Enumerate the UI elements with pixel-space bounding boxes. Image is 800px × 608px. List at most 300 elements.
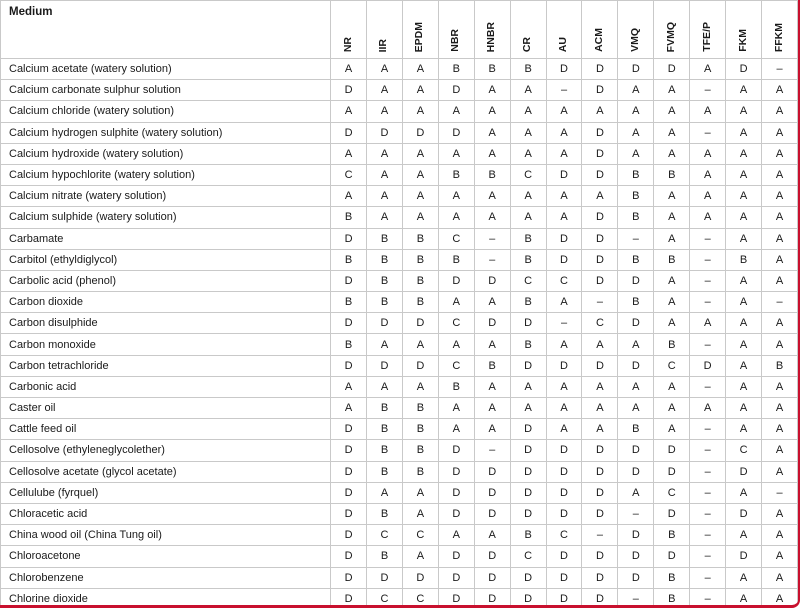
rating-cell: – — [690, 419, 726, 440]
rating-cell: D — [438, 567, 474, 588]
rating-cell: – — [690, 292, 726, 313]
rating-cell: A — [510, 186, 546, 207]
rating-cell: A — [474, 101, 510, 122]
rating-cell: B — [762, 355, 798, 376]
rating-cell: A — [367, 334, 403, 355]
rating-cell: A — [762, 101, 798, 122]
rating-cell: A — [654, 101, 690, 122]
rating-cell: A — [546, 143, 582, 164]
rating-cell: D — [510, 567, 546, 588]
medium-cell: Caster oil — [1, 398, 331, 419]
rating-cell: B — [618, 207, 654, 228]
rating-cell: A — [546, 122, 582, 143]
rating-cell: B — [402, 249, 438, 270]
rating-cell: B — [654, 588, 690, 608]
material-column-label: NR — [341, 36, 354, 52]
material-column-label: TFE/P — [700, 22, 713, 52]
rating-cell: A — [402, 376, 438, 397]
rating-cell: A — [402, 482, 438, 503]
rating-cell: A — [546, 292, 582, 313]
rating-cell: A — [762, 398, 798, 419]
rating-cell: D — [367, 313, 403, 334]
rating-cell: D — [582, 461, 618, 482]
rating-cell: A — [654, 122, 690, 143]
rating-cell: A — [762, 80, 798, 101]
table-row — [1, 186, 798, 207]
rating-cell: D — [438, 80, 474, 101]
rating-cell: B — [654, 334, 690, 355]
rating-cell: A — [726, 482, 762, 503]
rating-cell: A — [438, 292, 474, 313]
rating-cell: D — [510, 588, 546, 608]
medium-cell: Carbon tetrachloride — [1, 355, 331, 376]
rating-cell: A — [762, 334, 798, 355]
rating-cell: A — [762, 249, 798, 270]
rating-cell: A — [618, 398, 654, 419]
rating-cell: – — [690, 567, 726, 588]
rating-cell: D — [654, 546, 690, 567]
rating-cell: D — [438, 270, 474, 291]
rating-cell: A — [438, 398, 474, 419]
rating-cell: A — [762, 440, 798, 461]
rating-cell: A — [690, 207, 726, 228]
rating-cell: A — [654, 228, 690, 249]
rating-cell: B — [438, 164, 474, 185]
rating-cell: B — [331, 249, 367, 270]
rating-cell: A — [762, 122, 798, 143]
rating-cell: – — [618, 588, 654, 608]
rating-cell: D — [546, 355, 582, 376]
rating-cell: – — [690, 525, 726, 546]
medium-cell: Calcium acetate (watery solution) — [1, 59, 331, 80]
rating-cell: A — [762, 270, 798, 291]
rating-cell: A — [690, 313, 726, 334]
rating-cell: A — [402, 186, 438, 207]
rating-cell: D — [474, 546, 510, 567]
rating-cell: D — [331, 122, 367, 143]
rating-cell: A — [367, 186, 403, 207]
rating-cell: D — [546, 546, 582, 567]
header-row — [1, 1, 798, 59]
rating-cell: – — [762, 292, 798, 313]
rating-cell: A — [438, 525, 474, 546]
rating-cell: – — [690, 482, 726, 503]
table-row — [1, 143, 798, 164]
table-row — [1, 546, 798, 567]
rating-cell: A — [438, 419, 474, 440]
rating-cell: A — [582, 376, 618, 397]
rating-cell: A — [367, 101, 403, 122]
material-column-header — [762, 1, 798, 59]
rating-cell: – — [618, 503, 654, 524]
rating-cell: D — [510, 313, 546, 334]
rating-cell: A — [474, 292, 510, 313]
medium-cell: Chloracetic acid — [1, 503, 331, 524]
rating-cell: B — [618, 186, 654, 207]
rating-cell: B — [331, 334, 367, 355]
table-row — [1, 228, 798, 249]
medium-cell: Cellosolve (ethyleneglycolether) — [1, 440, 331, 461]
rating-cell: – — [546, 313, 582, 334]
rating-cell: D — [474, 270, 510, 291]
rating-cell: A — [510, 143, 546, 164]
material-column-label: CR — [521, 36, 534, 52]
rating-cell: A — [762, 164, 798, 185]
rating-cell: A — [438, 207, 474, 228]
rating-cell: D — [331, 80, 367, 101]
material-column-label: NBR — [449, 29, 462, 52]
rating-cell: A — [510, 80, 546, 101]
rating-cell: D — [546, 503, 582, 524]
rating-cell: D — [474, 461, 510, 482]
rating-cell: A — [690, 164, 726, 185]
rating-cell: B — [367, 270, 403, 291]
rating-cell: A — [582, 398, 618, 419]
rating-cell: C — [402, 525, 438, 546]
rating-cell: A — [331, 59, 367, 80]
table-row — [1, 525, 798, 546]
rating-cell: – — [690, 270, 726, 291]
rating-cell: D — [438, 461, 474, 482]
rating-cell: B — [402, 398, 438, 419]
medium-cell: Chlorobenzene — [1, 567, 331, 588]
rating-cell: D — [582, 228, 618, 249]
rating-cell: A — [402, 503, 438, 524]
rating-cell: B — [510, 249, 546, 270]
table-row — [1, 292, 798, 313]
medium-cell: Cellosolve acetate (glycol acetate) — [1, 461, 331, 482]
rating-cell: D — [474, 567, 510, 588]
rating-cell: D — [726, 59, 762, 80]
rating-cell: D — [438, 440, 474, 461]
rating-cell: D — [618, 59, 654, 80]
rating-cell: B — [474, 59, 510, 80]
rating-cell: A — [367, 59, 403, 80]
rating-cell: – — [762, 482, 798, 503]
rating-cell: D — [582, 80, 618, 101]
material-column-label: IIR — [377, 38, 390, 52]
rating-cell: A — [762, 419, 798, 440]
rating-cell: D — [474, 482, 510, 503]
rating-cell: D — [618, 313, 654, 334]
medium-cell: Carbon dioxide — [1, 292, 331, 313]
rating-cell: D — [331, 228, 367, 249]
rating-cell: A — [331, 398, 367, 419]
medium-cell: Carbamate — [1, 228, 331, 249]
table-row — [1, 334, 798, 355]
rating-cell: A — [402, 164, 438, 185]
rating-cell: B — [402, 292, 438, 313]
rating-cell: – — [474, 249, 510, 270]
rating-cell: D — [546, 228, 582, 249]
rating-cell: A — [690, 398, 726, 419]
rating-cell: A — [654, 80, 690, 101]
material-column-header — [582, 1, 618, 59]
rating-cell: A — [474, 207, 510, 228]
rating-cell: D — [438, 546, 474, 567]
medium-cell: Calcium hydrogen sulphite (watery solution) — [1, 122, 331, 143]
rating-cell: A — [474, 398, 510, 419]
rating-cell: A — [402, 80, 438, 101]
rating-cell: C — [546, 525, 582, 546]
rating-cell: A — [762, 588, 798, 608]
rating-cell: D — [474, 588, 510, 608]
material-column-label: ACM — [592, 28, 605, 52]
rating-cell: B — [367, 292, 403, 313]
material-column-label: FFKM — [772, 22, 785, 52]
rating-cell: D — [582, 567, 618, 588]
material-column-header — [618, 1, 654, 59]
table-row — [1, 207, 798, 228]
rating-cell: D — [582, 546, 618, 567]
rating-cell: A — [582, 101, 618, 122]
rating-cell: A — [726, 143, 762, 164]
rating-cell: A — [367, 207, 403, 228]
rating-cell: B — [510, 59, 546, 80]
rating-cell: A — [654, 376, 690, 397]
rating-cell: D — [582, 355, 618, 376]
rating-cell: A — [726, 101, 762, 122]
rating-cell: A — [546, 207, 582, 228]
rating-cell: A — [510, 398, 546, 419]
rating-cell: D — [331, 270, 367, 291]
rating-cell: A — [690, 143, 726, 164]
rating-cell: A — [762, 525, 798, 546]
rating-cell: – — [582, 525, 618, 546]
rating-cell: B — [331, 292, 367, 313]
rating-cell: – — [474, 440, 510, 461]
rating-cell: A — [690, 101, 726, 122]
rating-cell: B — [367, 398, 403, 419]
rating-cell: A — [654, 186, 690, 207]
table-row — [1, 355, 798, 376]
medium-cell: Calcium chloride (watery solution) — [1, 101, 331, 122]
table-row — [1, 588, 798, 608]
rating-cell: A — [726, 207, 762, 228]
table-row — [1, 482, 798, 503]
rating-cell: B — [402, 419, 438, 440]
rating-cell: D — [546, 440, 582, 461]
rating-cell: D — [331, 503, 367, 524]
table-header — [1, 1, 798, 59]
rating-cell: A — [726, 80, 762, 101]
rating-cell: A — [402, 546, 438, 567]
rating-cell: D — [582, 503, 618, 524]
rating-cell: D — [331, 525, 367, 546]
rating-cell: – — [546, 80, 582, 101]
rating-cell: A — [582, 334, 618, 355]
rating-cell: C — [510, 164, 546, 185]
table-row — [1, 376, 798, 397]
rating-cell: D — [618, 567, 654, 588]
rating-cell: B — [367, 546, 403, 567]
rating-cell: – — [690, 588, 726, 608]
rating-cell: – — [690, 228, 726, 249]
material-column-header — [510, 1, 546, 59]
rating-cell: A — [474, 419, 510, 440]
rating-cell: A — [618, 80, 654, 101]
rating-cell: – — [690, 440, 726, 461]
rating-cell: D — [510, 482, 546, 503]
rating-cell: A — [367, 164, 403, 185]
rating-cell: D — [438, 588, 474, 608]
rating-cell: B — [618, 249, 654, 270]
rating-cell: D — [618, 461, 654, 482]
rating-cell: A — [331, 143, 367, 164]
rating-cell: D — [726, 503, 762, 524]
rating-cell: A — [474, 122, 510, 143]
rating-cell: A — [367, 376, 403, 397]
rating-cell: D — [331, 588, 367, 608]
rating-cell: – — [762, 59, 798, 80]
rating-cell: A — [331, 376, 367, 397]
rating-cell: – — [690, 249, 726, 270]
rating-cell: B — [367, 419, 403, 440]
table-row — [1, 313, 798, 334]
material-column-label: HNBR — [485, 21, 498, 52]
rating-cell: A — [654, 270, 690, 291]
rating-cell: C — [726, 440, 762, 461]
table-row — [1, 59, 798, 80]
rating-cell: B — [367, 461, 403, 482]
table-row — [1, 101, 798, 122]
table-row — [1, 461, 798, 482]
material-column-header — [654, 1, 690, 59]
rating-cell: A — [331, 101, 367, 122]
rating-cell: A — [762, 143, 798, 164]
rating-cell: C — [438, 313, 474, 334]
rating-cell: A — [726, 228, 762, 249]
rating-cell: D — [510, 461, 546, 482]
rating-cell: A — [402, 101, 438, 122]
rating-cell: D — [618, 270, 654, 291]
rating-cell: B — [438, 59, 474, 80]
rating-cell: A — [438, 334, 474, 355]
rating-cell: A — [726, 525, 762, 546]
rating-cell: A — [762, 461, 798, 482]
rating-cell: D — [546, 567, 582, 588]
rating-cell: D — [546, 482, 582, 503]
rating-cell: A — [438, 186, 474, 207]
material-column-label: EPDM — [413, 21, 426, 52]
rating-cell: D — [582, 207, 618, 228]
material-column-header — [690, 1, 726, 59]
rating-cell: D — [618, 546, 654, 567]
rating-cell: A — [654, 143, 690, 164]
medium-cell: Carbon disulphide — [1, 313, 331, 334]
rating-cell: B — [510, 525, 546, 546]
rating-cell: C — [402, 588, 438, 608]
medium-cell: Calcium nitrate (watery solution) — [1, 186, 331, 207]
material-column-label: AU — [557, 36, 570, 52]
rating-cell: A — [618, 482, 654, 503]
rating-cell: B — [367, 440, 403, 461]
rating-cell: B — [367, 503, 403, 524]
rating-cell: B — [654, 249, 690, 270]
table-row — [1, 567, 798, 588]
rating-cell: A — [762, 567, 798, 588]
rating-cell: B — [367, 249, 403, 270]
rating-cell: C — [654, 482, 690, 503]
rating-cell: D — [510, 419, 546, 440]
rating-cell: A — [654, 313, 690, 334]
rating-cell: D — [331, 461, 367, 482]
medium-column-header: Medium — [1, 1, 331, 59]
rating-cell: – — [690, 461, 726, 482]
rating-cell: D — [726, 461, 762, 482]
rating-cell: A — [726, 567, 762, 588]
table-row — [1, 419, 798, 440]
rating-cell: D — [618, 525, 654, 546]
rating-cell: A — [654, 419, 690, 440]
rating-cell: D — [546, 588, 582, 608]
rating-cell: B — [726, 249, 762, 270]
rating-cell: C — [510, 546, 546, 567]
table-row — [1, 249, 798, 270]
rating-cell: A — [438, 143, 474, 164]
rating-cell: A — [618, 101, 654, 122]
rating-cell: D — [331, 546, 367, 567]
rating-cell: D — [402, 313, 438, 334]
rating-cell: B — [402, 461, 438, 482]
rating-cell: A — [690, 186, 726, 207]
medium-cell: Calcium hypochlorite (watery solution) — [1, 164, 331, 185]
rating-cell: D — [510, 355, 546, 376]
rating-cell: D — [582, 270, 618, 291]
rating-cell: – — [690, 546, 726, 567]
rating-cell: B — [654, 567, 690, 588]
rating-cell: A — [654, 207, 690, 228]
rating-cell: B — [618, 419, 654, 440]
rating-cell: A — [510, 207, 546, 228]
rating-cell: C — [438, 355, 474, 376]
table-row — [1, 503, 798, 524]
rating-cell: A — [474, 376, 510, 397]
rating-cell: – — [690, 503, 726, 524]
rating-cell: D — [582, 482, 618, 503]
rating-cell: D — [367, 122, 403, 143]
rating-cell: B — [367, 228, 403, 249]
rating-cell: A — [546, 419, 582, 440]
rating-cell: D — [438, 503, 474, 524]
medium-cell: Carbon monoxide — [1, 334, 331, 355]
rating-cell: A — [726, 122, 762, 143]
rating-cell: A — [510, 101, 546, 122]
rating-cell: D — [582, 164, 618, 185]
table-row — [1, 164, 798, 185]
rating-cell: A — [331, 186, 367, 207]
rating-cell: D — [510, 503, 546, 524]
rating-cell: A — [654, 398, 690, 419]
rating-cell: A — [654, 292, 690, 313]
rating-cell: D — [510, 440, 546, 461]
rating-cell: A — [367, 143, 403, 164]
rating-cell: D — [726, 546, 762, 567]
rating-cell: B — [654, 525, 690, 546]
rating-cell: C — [654, 355, 690, 376]
medium-cell: Calcium hydroxide (watery solution) — [1, 143, 331, 164]
rating-cell: D — [582, 122, 618, 143]
medium-cell: Chlorine dioxide — [1, 588, 331, 608]
rating-cell: D — [331, 482, 367, 503]
rating-cell: A — [726, 355, 762, 376]
rating-cell: – — [474, 228, 510, 249]
rating-cell: D — [582, 249, 618, 270]
rating-cell: A — [726, 164, 762, 185]
rating-cell: B — [654, 164, 690, 185]
rating-cell: A — [402, 59, 438, 80]
material-column-header — [726, 1, 762, 59]
